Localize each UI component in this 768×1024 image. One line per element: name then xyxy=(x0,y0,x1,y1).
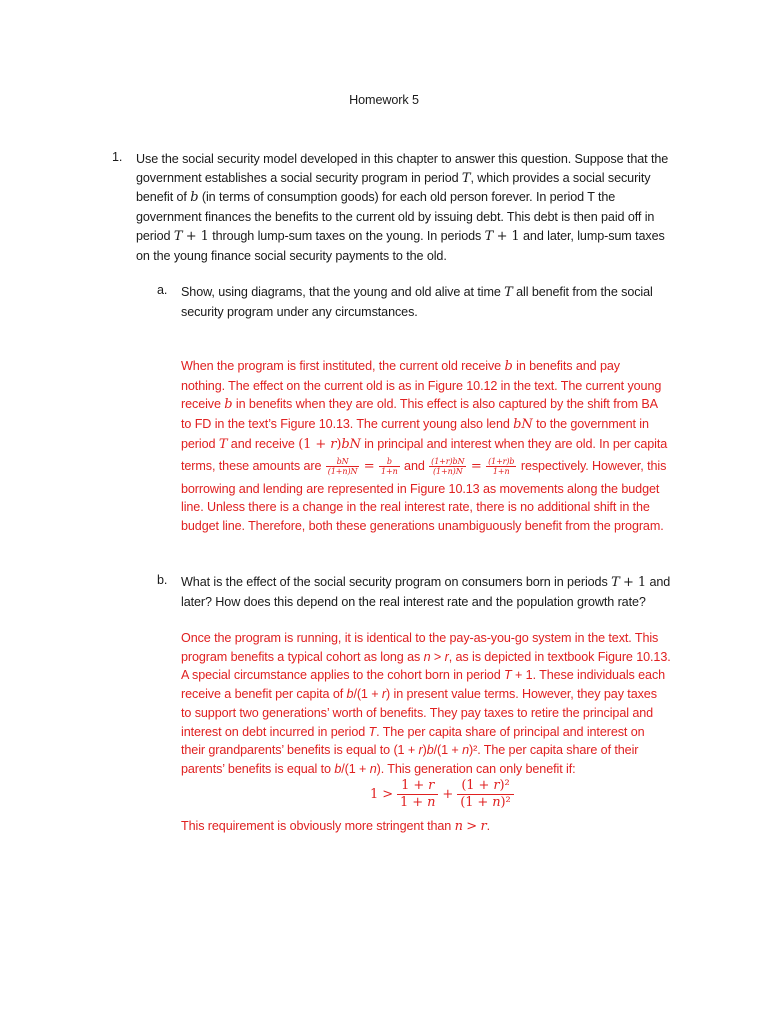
answer-line: receive b in benefits when they are old. This effect is also captured by the shift from BA xyxy=(181,397,658,413)
answer-line: nothing. The effect on the current old is as in Figure 10.12 in the text. The current young xyxy=(181,378,662,393)
question-line: Use the social security model developed in this chapter to answer this question. Suppose that the xyxy=(136,152,669,166)
answer-line: interest on debt incurred in period T. The per capita share of principal and interest on xyxy=(181,724,645,739)
fraction: $\frac{(1+r)b}{1+n}$ xyxy=(488,456,515,476)
answer-line: line. Unless there is a change in the real interest rate, there is no additional shift in the xyxy=(181,500,650,515)
part-a-label: a. xyxy=(157,283,168,297)
answer-line: to FD in the text’s Figure 10.13. The current young also lend bN to the government in xyxy=(181,417,649,433)
answer-line: period T and receive (1 + r)bN in principal and interest when they are old. In per capita xyxy=(181,436,668,452)
answer-line: parents’ benefits is equal to b/(1 + n). This generation can only benefit if: xyxy=(181,761,576,776)
fraction: $\frac{b}{1+n}$ xyxy=(381,456,398,476)
question-line: government establishes a social security program in period T, which provides a social security xyxy=(136,170,651,186)
question-line: later? How does this depend on the real interest rate and the population growth rate? xyxy=(181,594,646,609)
question-line: security program under any circumstances. xyxy=(181,304,418,319)
inequality-equation: 1 > $\frac{1 + r}{1 + n}$ + $\frac{\text{(1 + r)²}}{\text{(1 + n)²}}$ xyxy=(370,778,514,811)
answer-line: receive a benefit per capita of b/(1 + r) in present value terms. However, they pay taxes xyxy=(181,687,657,702)
part-a-answer xyxy=(181,357,686,536)
fraction: $\frac{1 + r}{1 + n}$ xyxy=(397,778,438,811)
page-title: Homework 5 xyxy=(349,93,419,107)
answer-line: to support two generations’ worth of benefits. They pay taxes to retire the principal and xyxy=(181,705,654,720)
answer-line-fractions: terms, these amounts are $\frac{bN}{(1+n)N}$ = $\frac{b}{1+n}$ and $\frac{(1+r)bN}{(1+n)N}$ = $\frac{(1+r)b}{1+n}$ respectively. However, this xyxy=(181,456,667,476)
question-text xyxy=(136,150,686,265)
answer-line: A special circumstance applies to the cohort born in period T + 1. These individuals each xyxy=(181,668,666,683)
question-line: period T + 1 through lump-sum taxes on the young. In periods T + 1 and later, lump-sum taxes xyxy=(136,228,665,244)
fraction: $\frac{bN}{(1+n)N}$ xyxy=(327,456,358,476)
part-b-answer xyxy=(181,629,686,779)
answer-line: borrowing and lending are represented in Figure 10.13 as movements along the budget xyxy=(181,481,660,496)
question-line: government finances the benefits to the current old by issuing debt. This debt is then paid off in xyxy=(136,210,655,225)
fraction: $\frac{(1+r)bN}{(1+n)N}$ xyxy=(431,456,465,476)
part-a-text xyxy=(181,283,681,321)
answer-line: When the program is first instituted, the current old receive b in benefits and pay xyxy=(181,359,620,374)
answer-line: budget line. Therefore, both these generations unambiguously benefit from the program. xyxy=(181,518,664,533)
fraction: $\frac{\text{(1 + r)²}}{\text{(1 + n)²}}$ xyxy=(457,778,513,811)
answer-line: program benefits a typical cohort as long as n > r, as is depicted in textbook Figure 10.13. xyxy=(181,649,671,664)
part-b-text xyxy=(181,573,681,611)
question-line: Show, using diagrams, that the young and old alive at time T all benefit from the social xyxy=(181,285,653,300)
final-statement: This requirement is obviously more stringent than n > r. xyxy=(181,819,491,834)
part-b-label: b. xyxy=(157,573,168,587)
question-line: What is the effect of the social security program on consumers born in periods T + 1 and xyxy=(181,575,671,590)
question-line: on the young finance social security payments to the old. xyxy=(136,248,447,263)
question-line: benefit of b (in terms of consumption goods) for each old person forever. In period T the xyxy=(136,190,616,206)
question-number: 1. xyxy=(112,150,123,164)
answer-line: Once the program is running, it is identical to the pay-as-you-go system in the text. This xyxy=(181,631,659,645)
answer-line: their grandparents’ benefits is equal to (1 + r)b/(1 + n)². The per capita share of their xyxy=(181,743,639,758)
